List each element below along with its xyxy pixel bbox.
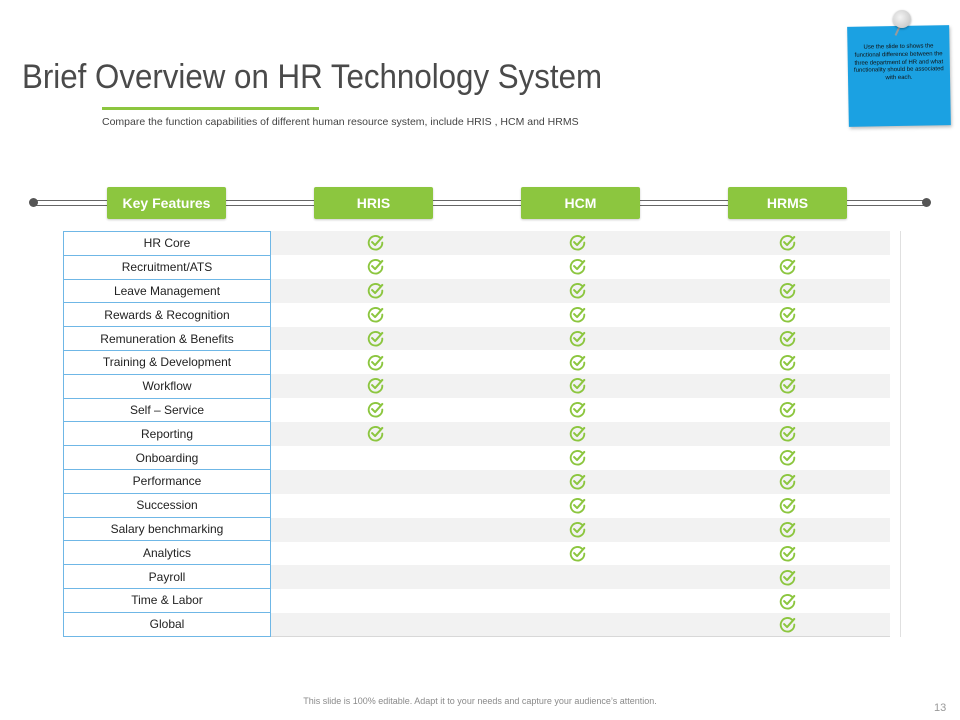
check-circle-icon [779, 377, 796, 394]
check-circle-icon [779, 330, 796, 347]
table-row [64, 517, 271, 541]
check-circle-icon [569, 449, 586, 466]
table-row [64, 541, 271, 565]
check-circle-icon [367, 401, 384, 418]
slide-subtitle: Compare the function capabilities of different human resource system, include HRIS , HCM and HRMS [102, 116, 579, 128]
grid-row [271, 565, 890, 589]
grid-row [271, 589, 890, 613]
table-row [64, 232, 271, 256]
header-hris: HRIS [314, 187, 433, 219]
check-circle-icon [569, 258, 586, 275]
feature-label: Payroll [64, 565, 271, 589]
check-circle-icon [779, 569, 796, 586]
table-row [64, 469, 271, 493]
table-row [64, 350, 271, 374]
sticky-note [847, 25, 951, 127]
slide-title: Brief Overview on HR Technology System [22, 58, 603, 96]
check-circle-icon [367, 330, 384, 347]
check-circle-icon [569, 401, 586, 418]
check-circle-icon [779, 306, 796, 323]
header-hrms: HRMS [728, 187, 847, 219]
check-circle-icon [569, 330, 586, 347]
grid-right-edge [900, 231, 901, 637]
grid-row [271, 613, 890, 637]
feature-label: Salary benchmarking [64, 517, 271, 541]
check-circle-icon [367, 234, 384, 251]
feature-label: Reporting [64, 422, 271, 446]
table-row [64, 446, 271, 470]
table-row [64, 588, 271, 612]
check-circle-icon [779, 521, 796, 538]
feature-label: Rewards & Recognition [64, 303, 271, 327]
footer-note: This slide is 100% editable. Adapt it to your needs and capture your audience’s attention. [303, 696, 657, 706]
table-row [64, 303, 271, 327]
check-circle-icon [779, 282, 796, 299]
check-circle-icon [569, 377, 586, 394]
table-row [64, 279, 271, 303]
feature-label: Global [64, 612, 271, 636]
check-circle-icon [779, 354, 796, 371]
page-number: 13 [934, 702, 947, 714]
header-hcm: HCM [521, 187, 640, 219]
check-circle-icon [569, 521, 586, 538]
table-row [64, 612, 271, 636]
check-circle-icon [779, 401, 796, 418]
check-circle-icon [367, 306, 384, 323]
feature-label: Self – Service [64, 398, 271, 422]
title-underline [102, 107, 319, 110]
check-circle-icon [569, 497, 586, 514]
table-row [64, 565, 271, 589]
check-circle-icon [779, 497, 796, 514]
pushpin-icon [893, 10, 911, 28]
feature-label: Analytics [64, 541, 271, 565]
check-circle-icon [367, 354, 384, 371]
table-row [64, 398, 271, 422]
feature-label: Workflow [64, 374, 271, 398]
feature-label: Performance [64, 469, 271, 493]
rule-end-dot-left [29, 198, 38, 207]
check-circle-icon [367, 425, 384, 442]
check-circle-icon [367, 282, 384, 299]
feature-label: Leave Management [64, 279, 271, 303]
check-circle-icon [779, 449, 796, 466]
feature-label: Succession [64, 493, 271, 517]
feature-label: HR Core [64, 232, 271, 256]
check-circle-icon [779, 234, 796, 251]
check-circle-icon [569, 234, 586, 251]
check-circle-icon [569, 545, 586, 562]
feature-label: Training & Development [64, 350, 271, 374]
check-circle-icon [779, 593, 796, 610]
table-row [64, 422, 271, 446]
table-row [64, 493, 271, 517]
check-circle-icon [569, 306, 586, 323]
check-circle-icon [779, 473, 796, 490]
feature-label: Remuneration & Benefits [64, 327, 271, 351]
header-key-features: Key Features [107, 187, 226, 219]
check-circle-icon [779, 616, 796, 633]
feature-label: Recruitment/ATS [64, 255, 271, 279]
table-row [64, 255, 271, 279]
check-circle-icon [367, 258, 384, 275]
table-row [64, 327, 271, 351]
check-circle-icon [367, 377, 384, 394]
check-circle-icon [569, 282, 586, 299]
check-circle-icon [569, 425, 586, 442]
check-circle-icon [779, 425, 796, 442]
feature-label: Time & Labor [64, 588, 271, 612]
features-table [63, 231, 271, 637]
check-circle-icon [569, 354, 586, 371]
table-row [64, 374, 271, 398]
feature-label: Onboarding [64, 446, 271, 470]
rule-end-dot-right [922, 198, 931, 207]
check-circle-icon [779, 258, 796, 275]
check-circle-icon [569, 473, 586, 490]
sticky-note-text: Use the slide to shows the functional difference between the three department of HR and what functionality should be associated with each. [853, 43, 944, 82]
check-circle-icon [779, 545, 796, 562]
